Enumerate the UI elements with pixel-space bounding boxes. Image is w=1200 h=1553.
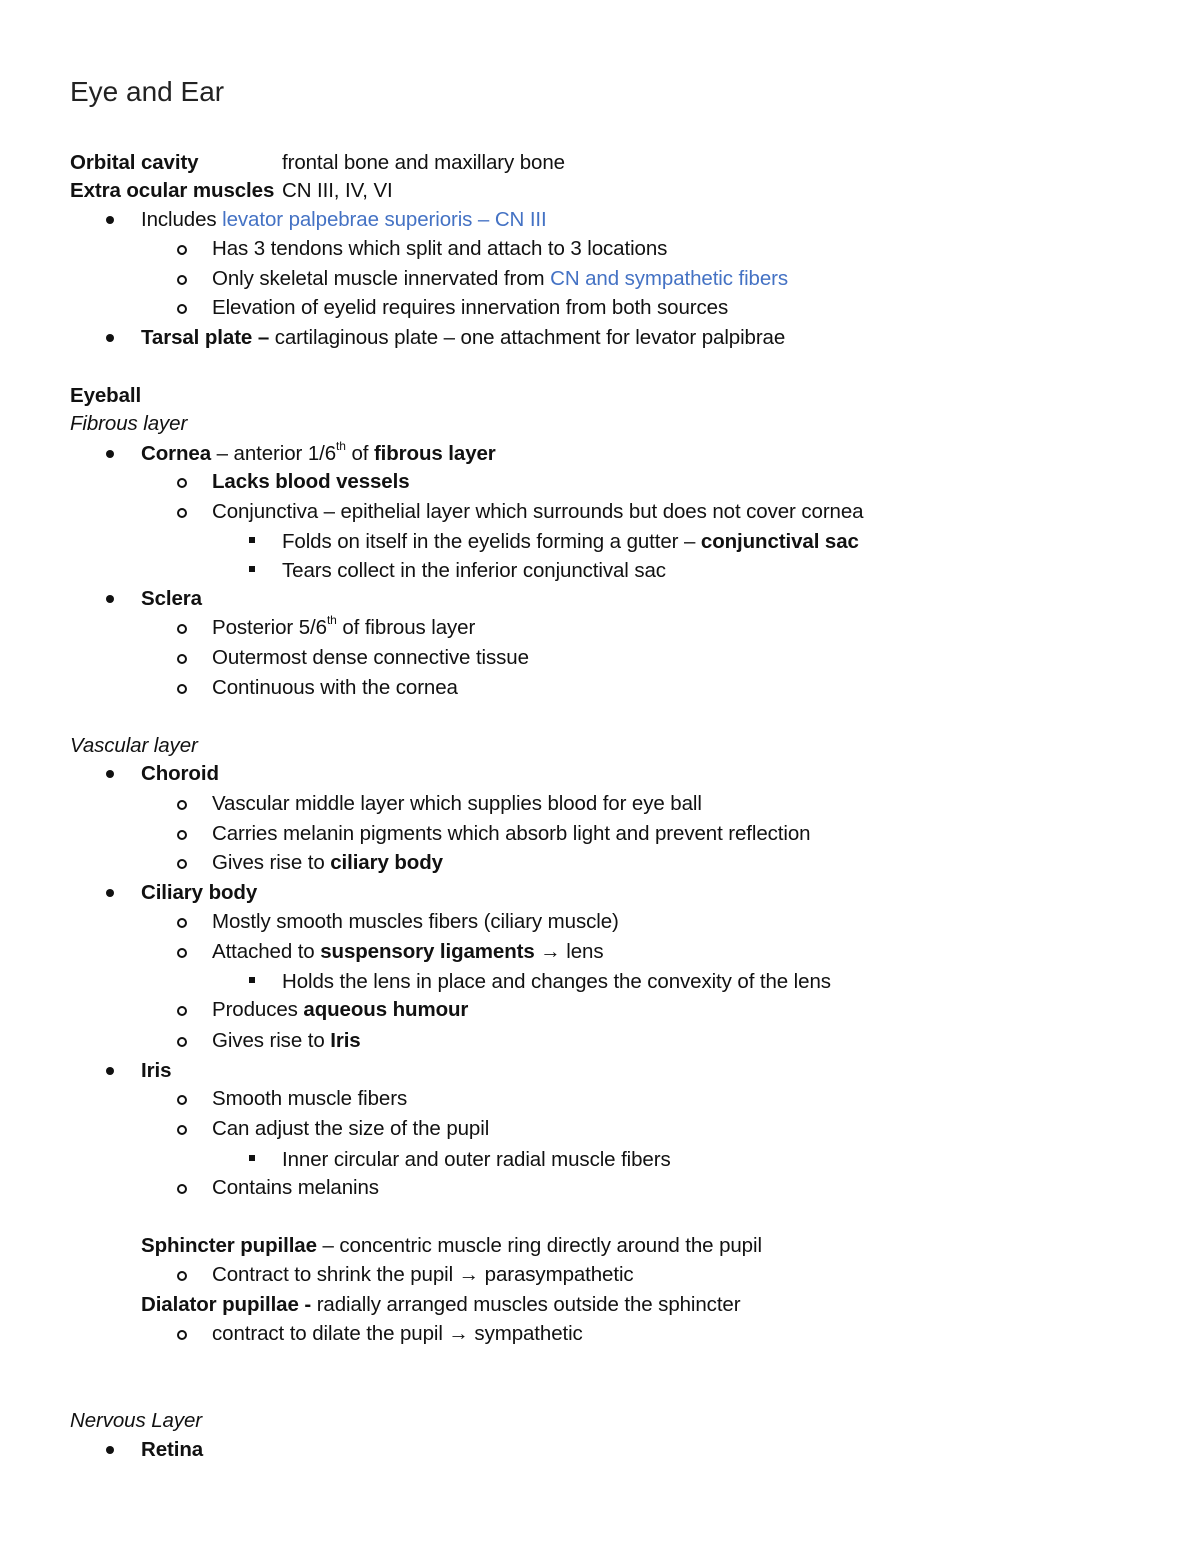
circle-bullet-icon — [177, 1184, 187, 1194]
list-item: Elevation of eyelid requires innervation from both sources — [212, 296, 729, 319]
list-item: Dialator pupillae - radially arranged muscles outside the sphincter — [141, 1293, 741, 1316]
square-bullet-icon — [249, 537, 255, 543]
bullet-icon — [106, 889, 114, 897]
list-item: Holds the lens in place and changes the convexity of the lens — [282, 970, 831, 993]
list-item: Can adjust the size of the pupil — [212, 1117, 490, 1140]
list-item: Tears collect in the inferior conjunctival sac — [282, 559, 666, 582]
circle-bullet-icon — [177, 1095, 187, 1105]
list-item: Retina — [141, 1438, 204, 1461]
list-item: Folds on itself in the eyelids forming a gutter – conjunctival sac — [282, 530, 859, 553]
circle-bullet-icon — [177, 830, 187, 840]
circle-bullet-icon — [177, 478, 187, 488]
extra-label: Extra ocular muscles — [70, 179, 275, 202]
bullet-icon — [106, 1067, 114, 1075]
list-item: Smooth muscle fibers — [212, 1087, 408, 1110]
list-item: Outermost dense connective tissue — [212, 646, 529, 669]
subsection-heading: Fibrous layer — [70, 412, 188, 435]
circle-bullet-icon — [177, 1037, 187, 1047]
circle-bullet-icon — [177, 654, 187, 664]
circle-bullet-icon — [177, 859, 187, 869]
list-item: Choroid — [141, 762, 219, 785]
list-item: Attached to suspensory ligaments → lens — [212, 940, 604, 963]
bullet-icon — [106, 1446, 114, 1454]
list-item: Posterior 5/6th of fibrous layer — [212, 613, 476, 639]
subsection-heading: Vascular layer — [70, 734, 198, 757]
square-bullet-icon — [249, 977, 255, 983]
circle-bullet-icon — [177, 800, 187, 810]
circle-bullet-icon — [177, 1330, 187, 1340]
list-item: Sclera — [141, 587, 202, 610]
list-item: Iris — [141, 1059, 172, 1082]
orbital-label: Orbital cavity — [70, 151, 199, 174]
subsection-heading: Nervous Layer — [70, 1409, 203, 1432]
circle-bullet-icon — [177, 1006, 187, 1016]
circle-bullet-icon — [177, 508, 187, 518]
list-item: Carries melanin pigments which absorb light and prevent reflection — [212, 822, 811, 845]
list-item: Ciliary body — [141, 881, 258, 904]
page-title: Eye and Ear — [70, 76, 225, 107]
bullet-icon — [106, 334, 114, 342]
circle-bullet-icon — [177, 684, 187, 694]
list-item: Sphincter pupillae – concentric muscle ring directly around the pupil — [141, 1234, 762, 1257]
square-bullet-icon — [249, 566, 255, 572]
list-item: Lacks blood vessels — [212, 470, 410, 493]
bullet-icon — [106, 450, 114, 458]
list-item: Gives rise to ciliary body — [212, 851, 443, 874]
square-bullet-icon — [249, 1155, 255, 1161]
list-item: Vascular middle layer which supplies blood for eye ball — [212, 792, 702, 815]
list-item: Only skeletal muscle innervated from CN and sympathetic fibers — [212, 267, 789, 290]
circle-bullet-icon — [177, 1271, 187, 1281]
section-heading: Eyeball — [70, 384, 142, 407]
list-item: Gives rise to Iris — [212, 1029, 361, 1052]
circle-bullet-icon — [177, 245, 187, 255]
list-item: Inner circular and outer radial muscle fibers — [282, 1148, 671, 1171]
bullet-icon — [106, 216, 114, 224]
list-item: Cornea – anterior 1/6th of fibrous layer — [141, 439, 496, 465]
circle-bullet-icon — [177, 1125, 187, 1135]
circle-bullet-icon — [177, 304, 187, 314]
list-item: Mostly smooth muscles fibers (ciliary muscle) — [212, 910, 619, 933]
list-item: Contract to shrink the pupil → parasympathetic — [212, 1263, 634, 1286]
circle-bullet-icon — [177, 275, 187, 285]
circle-bullet-icon — [177, 918, 187, 928]
circle-bullet-icon — [177, 948, 187, 958]
bullet-icon — [106, 595, 114, 603]
list-item: Includes levator palpebrae superioris – CN III — [141, 208, 547, 231]
circle-bullet-icon — [177, 624, 187, 634]
list-item: Conjunctiva – epithelial layer which surrounds but does not cover cornea — [212, 500, 864, 523]
list-item: Has 3 tendons which split and attach to 3 locations — [212, 237, 668, 260]
orbital-value: frontal bone and maxillary bone — [282, 151, 565, 174]
list-item: Tarsal plate – cartilaginous plate – one attachment for levator palpibrae — [141, 326, 786, 349]
list-item: contract to dilate the pupil → sympathetic — [212, 1322, 583, 1345]
list-item: Continuous with the cornea — [212, 676, 458, 699]
list-item: Produces aqueous humour — [212, 998, 469, 1021]
list-item: Contains melanins — [212, 1176, 379, 1199]
extra-value: CN III, IV, VI — [282, 179, 393, 202]
bullet-icon — [106, 770, 114, 778]
